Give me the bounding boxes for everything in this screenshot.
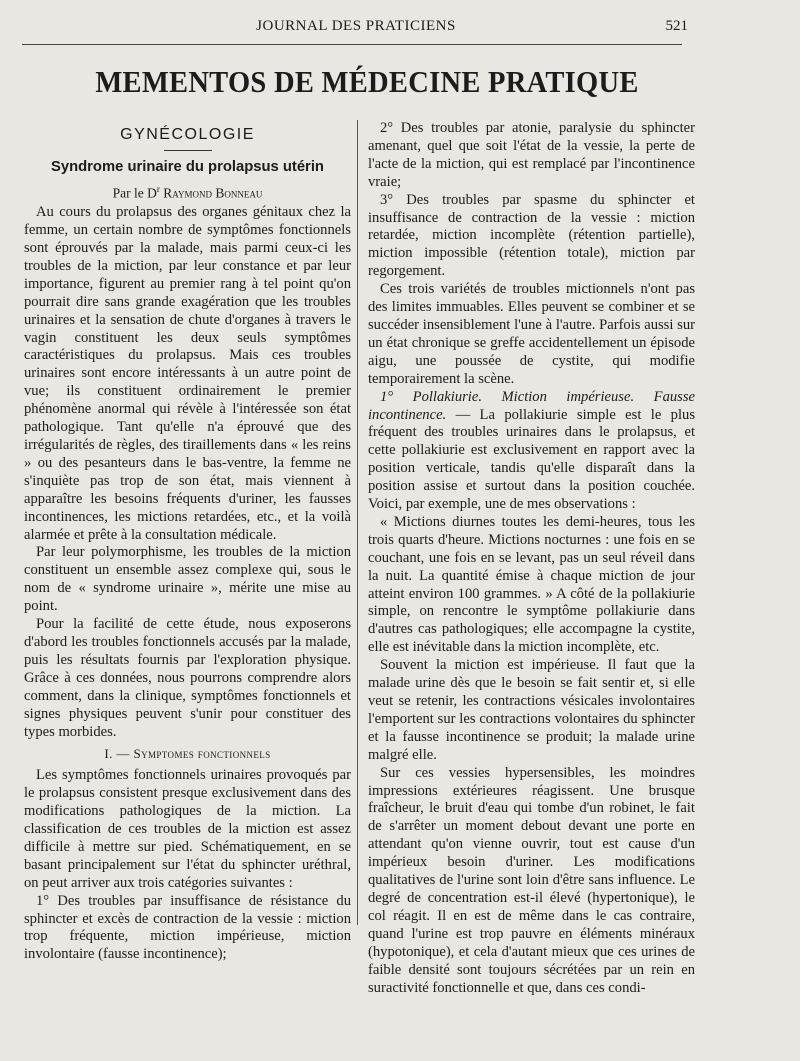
main-title: MEMENTOS DE MÉDECINE PRATIQUE (95, 64, 639, 99)
paragraph: Ces trois variétés de troubles mictionnels n'ont pas des limites immuables. Elles peuvent se combiner et se succéder insensiblement l'une à l'autre. Parfois aussi sur un état chronique se greffe accidentellement un épisode aigu, une poussée de cystite, qui modifie temporairement la scène. (368, 281, 695, 387)
article-title: Syndrome urinaire du prolapsus utérin (51, 158, 324, 175)
paragraph: Par leur polymorphisme, les troubles de la miction constituent un ensemble assez complexe qui, sous le nom de « syndrome urinaire », mérite une mise au point. (24, 544, 351, 615)
paragraph: Les symptômes fonctionnels urinaires provoqués par le prolapsus consistent presque exclusivement dans des modifications pathologiques de la miction. La classification de ces troubles de la miction est assez difficile à mettre sur pied. Schématiquement, en se basant principalement sur l'état du sphincter uréthral, on peut arriver aux trois catégories suivantes : (24, 767, 351, 891)
byline-prefix: Par le D (112, 185, 157, 201)
column-divider (357, 120, 358, 925)
running-head: JOURNAL DES PRATICIENS (256, 18, 456, 34)
author-name: Raymond Bonneau (163, 185, 263, 201)
paragraph: Au cours du prolapsus des organes génitaux chez la femme, un certain nombre de symptômes fonctionnels sont éprouvés par la malade, mais parmi ceux-ci les troubles de la miction, par leur constance et par leur importance, figurent au premier rang à tel point qu'on pourrait dire sans grande exagération que les troubles urinaires et la sensation de chute d'organes à travers le vagin constituent les deux seuls symptômes caractéristiques du prolapsus. Mais ces troubles urinaires sont encore intéressants à un autre point de vue; ils constituent ordinairement le premier phénomène anormal qui révèle à l'intéressée son état pathologique. Tant qu'elle n'a éprouvé que des irrégularités de règles, des tiraillements dans « les reins » ou des pesanteurs dans le bas-ventre, la femme ne s'inquiète pas trop de son état, mais viennent à apparaître les besoins fréquents d'uriner, les fausses incontinences, les mictions retardées, etc., et la voilà alarmée et prête à la consultation médicale. (24, 204, 351, 543)
paragraph (368, 389, 695, 514)
byline-sup: r (156, 183, 160, 194)
paragraph: Sur ces vessies hypersensibles, les moindres impressions extérieures réagissent. Une brusque fraîcheur, le bruit d'eau qui tombe d'un robinet, le fait de s'arrêter un moment debout devant une porte en attendant qu'on vienne ouvrir, tout est cause d'un impérieux besoin d'uriner. Les modifications qualitatives de l'urine sont loin d'être sans influence. Le degré de concentration est-il élevé (hypertonique), le col réagit. Il en est de même dans le cas contraire, quand l'urine est trop pauvre en éléments minéraux (hypotonique), et cela d'autant mieux que ces urines de faible densité sont toujours sécrétées par un rein en suractivité fonctionnelle et que, dans ces condi- (368, 764, 695, 996)
header-rule (22, 44, 682, 45)
byline (24, 181, 351, 202)
subsection-heading: I. — Symptomes fonctionnels (104, 746, 271, 762)
paragraph: Pour la facilité de cette étude, nous exposerons d'abord les troubles fonctionnels accusés par la malade, puis les résultats fournis par l'exploration physique. Grâce à ces données, nous pourrons comprendre alors comment, dans la clinique, symptômes fonctionnels et signes physiques peuvent s'unir pour constituer des types morbides. (24, 616, 351, 740)
paragraph-text: — La pollakiurie simple est le plus fréquent des troubles urinaires dans le prolapsus, et cette pollakiurie est exclusivement en rapport avec la position verticale, tandis qu'elle disparaît dans la position assise et surtout dans la position couchée. Voici, par exemple, une de mes observations : (368, 406, 695, 513)
italic-heading: 1° Pollakiurie. Miction impérieuse. Fausse incontinence. (368, 388, 695, 423)
paragraph: 1° Des troubles par insuffisance de résistance du sphincter et excès de contraction de la vessie : miction trop fréquente, miction impérieuse, miction involontaire (fausse incontinence); (24, 892, 351, 963)
right-column (368, 120, 695, 997)
section-rule (164, 150, 212, 151)
paragraph: 2° Des troubles par atonie, paralysie du sphincter amenant, quel que soit l'état de la vessie, la perte de l'acte de la miction, qui est remplacé par l'incontinence vraie; (368, 120, 695, 190)
page-number: 521 (665, 18, 688, 34)
left-column (24, 120, 351, 964)
section-heading: GYNÉCOLOGIE (120, 126, 255, 143)
paragraph: Souvent la miction est impérieuse. Il faut que la malade urine dès que le besoin se fait sentir et, si elle veut se retenir, les contractions vésicales involontaires l'emportent sur les contractions volontaires du sphincter et la fausse incontinence se produit; la malade urine malgré elle. (368, 657, 695, 763)
paragraph: 3° Des troubles par spasme du sphincter et insuffisance de contraction de la vessie : miction retardée, miction incomplète (rétention partielle), miction impossible (rétention totale), miction par regorgement. (368, 191, 695, 280)
paragraph: « Mictions diurnes toutes les demi-heures, tous les trois quarts d'heure. Mictions nocturnes : une fois en se couchant, une fois en se levant, pas un seul réveil dans la nuit. La quantité émise à chaque miction de jour atteint environ 100 grammes. » A côté de la pollakiurie simple, on rencontre le symptôme pollakiurie dans d'autres cas pathologiques; elle accompagne la cystite, elle est inévitable dans la miction incomplète, etc. (368, 513, 695, 656)
